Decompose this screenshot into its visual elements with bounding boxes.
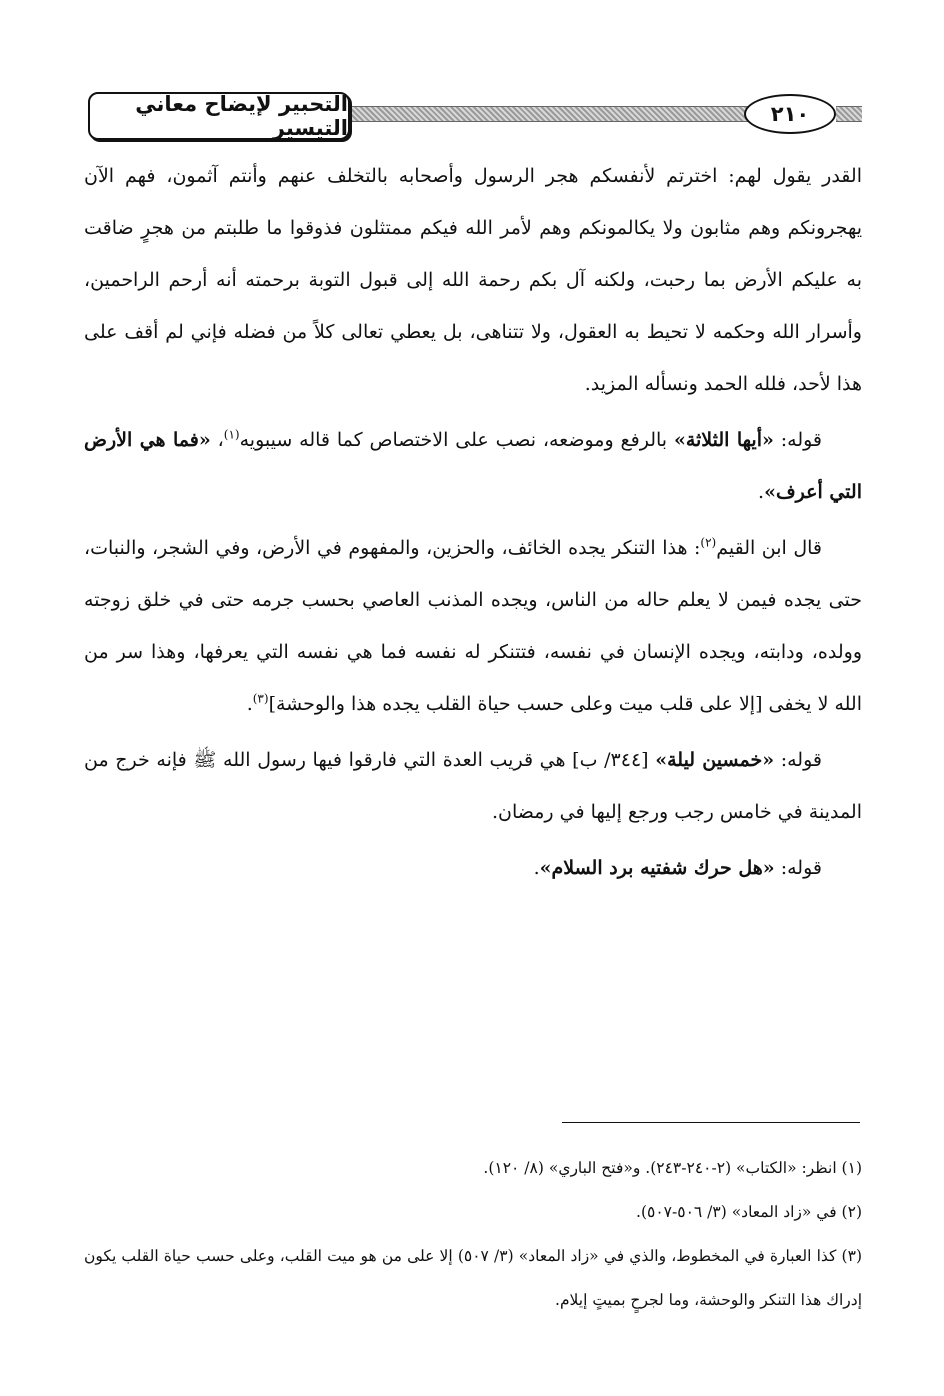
p4-text: [٣٤٤/ ب] هي قريب العدة التي فارقوا فيها رسول الله ﷺ فإنه خرج من المدينة في خامس رجب ورجع إليها في رمضان. — [84, 749, 862, 823]
page-header — [88, 92, 862, 148]
paragraph-5 — [84, 842, 862, 894]
footnote-ref-1[interactable]: (١) — [223, 427, 240, 442]
paragraph-4 — [84, 734, 862, 838]
p5-quote: «هل حرك شفتيه برد السلام» — [539, 857, 775, 879]
p2-sep: ، — [210, 429, 224, 451]
header-decorative-band — [328, 106, 792, 122]
footnote-divider — [562, 1122, 860, 1123]
p2-quote-2: «فما هي الأرض التي أعرف» — [84, 429, 862, 503]
p3-lead: قال ابن القيم — [716, 537, 823, 559]
p4-quote: «خمسين ليلة» — [655, 749, 775, 771]
p2-lead: قوله: — [773, 429, 823, 451]
p5-end: . — [533, 857, 540, 879]
main-text — [84, 150, 862, 898]
p2-quote-1: «أيها الثلاثة» — [673, 429, 774, 451]
p2-end: . — [758, 481, 765, 503]
p3-text: : هذا التنكر يجده الخائف، والحزين، والمفهوم في الأرض، وفي الشجر، والنبات، حتى يجده فيمن لا يعلم حاله من الناس، ويجده المذنب العاصي بحسب جرمه حتى في خلق زوجته وولده، ودابته، ويجده الإنسان في نفسه، فتتنكر له نفسه فما هي نفسه التي يعرفها، وهذا سر من الله لا يخفى [إلا على قلب ميت وعلى حسب حياة القلب يجده هذا والوحشة] — [84, 537, 862, 715]
footnote-2: (٢) في «زاد المعاد» (٣/ ٥٠٦-٥٠٧). — [636, 1203, 862, 1221]
page-number: ٢١٠ — [744, 94, 836, 134]
p5-lead: قوله: — [774, 857, 822, 879]
p4-lead: قوله: — [774, 749, 822, 771]
paragraph-2 — [84, 414, 862, 518]
p3-end: . — [246, 693, 253, 715]
paragraph-3 — [84, 522, 862, 730]
footnote-3: (٣) كذا العبارة في المخطوط، والذي في «زاد المعاد» (٣/ ٥٠٧) إلا على من هو ميت القلب، وعلى حسب حياة القلب يكون إدراك هذا التنكر والوحشة، وما لجرحٍ بميتٍ إيلام. — [84, 1247, 862, 1309]
paragraph-1: القدر يقول لهم: اخترتم لأنفسكم هجر الرسول وأصحابه بالتخلف عنهم وأنتم آثمون، فهم الآن يهجرونكم وهم مثابون ولا يكالمونكم وهم لأمر الله فيكم ممتثلون فذوقوا ما طلبتم من هجرٍ ضاقت به عليكم الأرض بما رحبت، ولكنه آل بكم رحمة الله إلى قبول التوبة برحمته أنه أرحم الراحمين، وأسرار الله وحكمه لا تحيط به العقول، ولا تتناهى، بل يعطي تعالى كلاً من فضله فإني لم أقف على هذا لأحد، فلله الحمد ونسأله المزيد. — [84, 165, 862, 395]
p2-text: بالرفع وموضعه، نصب على الاختصاص كما قاله سيبويه — [239, 429, 674, 451]
book-title: التحبير لإيضاح معاني التيسير — [88, 92, 350, 140]
footnote-1: (١) انظر: «الكتاب» (٢-٢٤٠-٢٤٣). و«فتح الباري» (٨/ ١٢٠). — [483, 1159, 862, 1177]
footnote-ref-2[interactable]: (٢) — [700, 535, 717, 550]
footnotes — [84, 1146, 862, 1322]
header-decorative-band-end — [836, 106, 862, 122]
footnote-ref-3[interactable]: (٣) — [252, 691, 269, 706]
